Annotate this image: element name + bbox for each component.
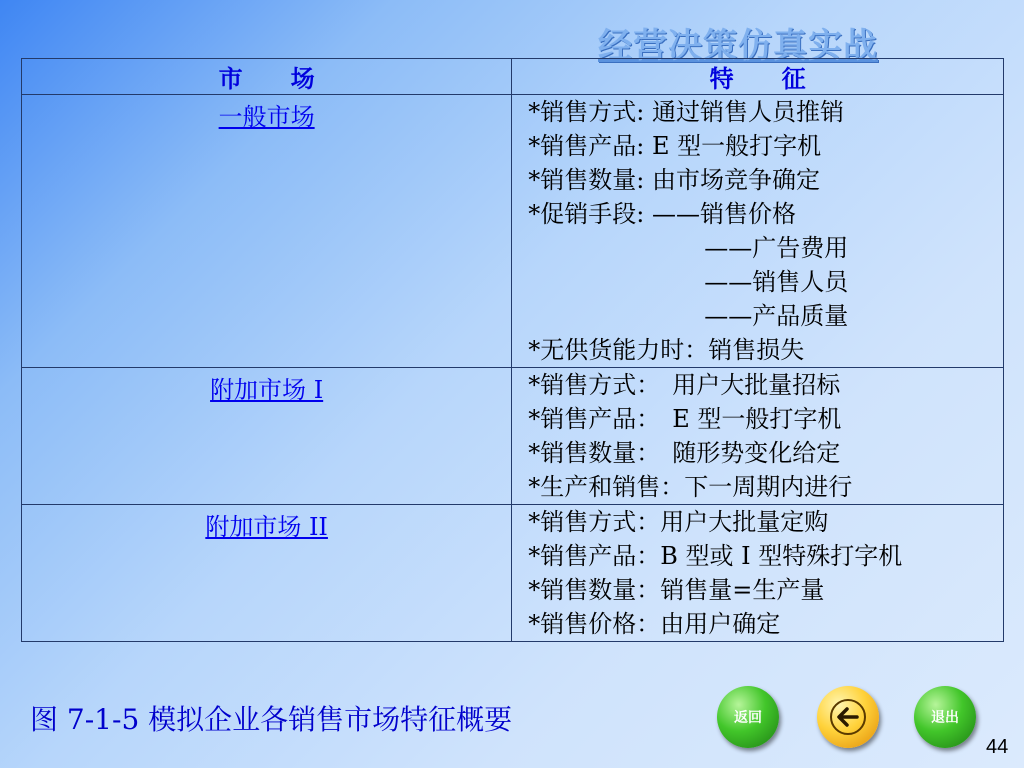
back-button[interactable] (717, 686, 779, 748)
market-link-general[interactable]: 一般市场 (218, 103, 315, 131)
table-row (22, 368, 1004, 505)
header-market: 市 场 (22, 59, 512, 95)
table-row (22, 95, 1004, 368)
table-row (22, 505, 1004, 642)
market-feature-table (21, 58, 1004, 642)
feature-line: *销售产品：B 型或 I 型特殊打字机 (528, 542, 903, 570)
market-cell (22, 505, 512, 642)
feature-line: *销售方式: 通过销售人员推销 (528, 98, 844, 126)
slide-title: 经营决策仿真实战 (598, 26, 878, 66)
previous-arrow-button[interactable] (817, 686, 879, 748)
arrow-left-icon (828, 697, 868, 737)
feature-line: *销售方式： 用户大批量招标 (528, 371, 841, 399)
feature-line: *销售产品: E 型一般打字机 (528, 132, 822, 160)
feature-line: *促销手段: ——销售价格 (528, 200, 796, 228)
feature-line: *销售产品： E 型一般打字机 (528, 405, 842, 433)
feature-line: ——产品质量 (704, 302, 849, 330)
feature-line: *无供货能力时：销售损失 (528, 336, 805, 364)
exit-button-label: 退出 (931, 710, 959, 726)
feature-line: *销售价格：由用户确定 (528, 610, 781, 638)
market-cell (22, 368, 512, 505)
exit-button[interactable] (914, 686, 976, 748)
page-number: 44 (986, 736, 1009, 758)
feature-cell (512, 505, 1004, 642)
header-features: 特 征 (512, 59, 1004, 95)
feature-line: *生产和销售：下一周期内进行 (528, 473, 853, 501)
feature-line: ——销售人员 (704, 268, 849, 296)
table-header-row (22, 59, 1004, 95)
market-link-additional-2[interactable]: 附加市场 II (205, 513, 328, 541)
market-cell (22, 95, 512, 368)
feature-cell (512, 368, 1004, 505)
back-button-label: 返回 (734, 710, 762, 726)
feature-cell (512, 95, 1004, 368)
figure-caption: 图 7-1-5 模拟企业各销售市场特征概要 (30, 703, 513, 736)
feature-line: *销售方式：用户大批量定购 (528, 508, 829, 536)
feature-line: *销售数量： 随形势变化给定 (528, 439, 841, 467)
feature-line: ——广告费用 (704, 234, 849, 262)
market-link-additional-1[interactable]: 附加市场 I (210, 376, 324, 404)
feature-line: *销售数量: 由市场竞争确定 (528, 166, 820, 194)
feature-line: *销售数量：销售量=生产量 (528, 576, 825, 604)
